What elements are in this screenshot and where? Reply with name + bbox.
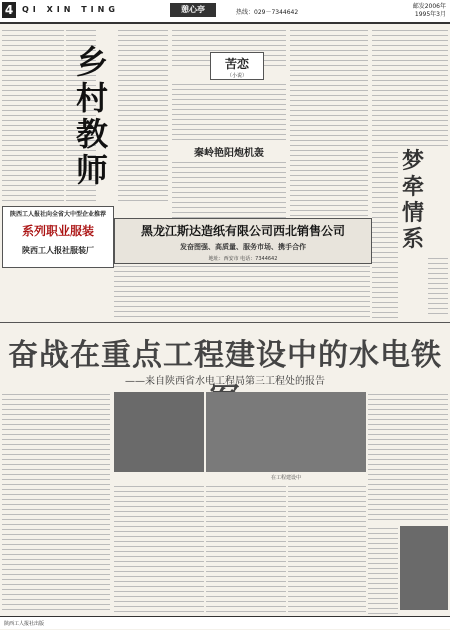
feature-text [172, 160, 286, 218]
main-headline: 奋战在重点工程建设中的水电铁 [8, 338, 442, 373]
banner-title: 黑龙江斯达造纸有限公司西北销售公司 [140, 224, 345, 238]
vertical-title-village-teacher [72, 44, 112, 188]
section-pinyin: QI XIN TING [22, 5, 119, 14]
far-right-column-text-2 [372, 150, 398, 318]
issue-date [368, 3, 446, 19]
section-title: 憩心亭 [170, 3, 216, 17]
vertical-title-text: 乡村教师 [75, 43, 108, 189]
article-column-6 [368, 526, 398, 614]
portrait-photo [400, 526, 448, 610]
paper-company-banner [114, 218, 372, 264]
section-divider [0, 322, 450, 323]
uniform-ad-company: 陕西工人报社服装厂 [22, 246, 94, 255]
hotline: 热线：029－7344642 [236, 9, 299, 16]
article-column-4 [288, 484, 366, 614]
photo-caption: 在工程建设中 [270, 475, 301, 481]
main-subhead: ——来自陕西省水电工程局第三工程处的报告 [125, 376, 325, 387]
page-number: 4 [2, 2, 16, 18]
article-column-1 [2, 392, 110, 614]
far-right-column-text-3 [428, 256, 448, 318]
left-column-text [2, 28, 64, 204]
right-vertical-title-text: 梦牵情系 [401, 148, 424, 252]
right-column-text [290, 28, 368, 218]
date-line-2: 1995年3月 [414, 11, 446, 18]
uniform-ad-header: 陕西工人报社向全省大中型企业推荐 [9, 211, 106, 218]
center-mid-text [172, 82, 286, 142]
page-footer [0, 616, 450, 629]
uniform-ad [2, 206, 114, 268]
far-right-column-text [372, 28, 448, 148]
article-photo-2 [206, 392, 366, 472]
vertical-title-dream [400, 148, 426, 252]
uniform-ad-title: 系列职业服装 [21, 224, 94, 238]
article-column-2 [114, 484, 204, 614]
story-title-box [210, 52, 264, 80]
story-subtitle: （小说） [226, 73, 247, 79]
feature-title: 秦岭艳阳炮机轰 [194, 148, 264, 159]
mid-left-column-text [118, 28, 168, 204]
article-photo-1 [114, 392, 204, 472]
banner-text [114, 264, 370, 318]
story-title: 苦恋 [224, 57, 249, 71]
banner-subtitle: 发奋图强、高质量、服务市场、携手合作 [180, 243, 306, 251]
masthead [0, 0, 450, 24]
banner-contact: 地址：西安市 电话：7344642 [208, 256, 278, 262]
article-column-3 [206, 484, 286, 614]
date-line-1: 邮发2006年 [412, 3, 446, 10]
article-column-5 [368, 392, 448, 522]
footer-text: 陕西工人报社出版 [4, 621, 45, 627]
